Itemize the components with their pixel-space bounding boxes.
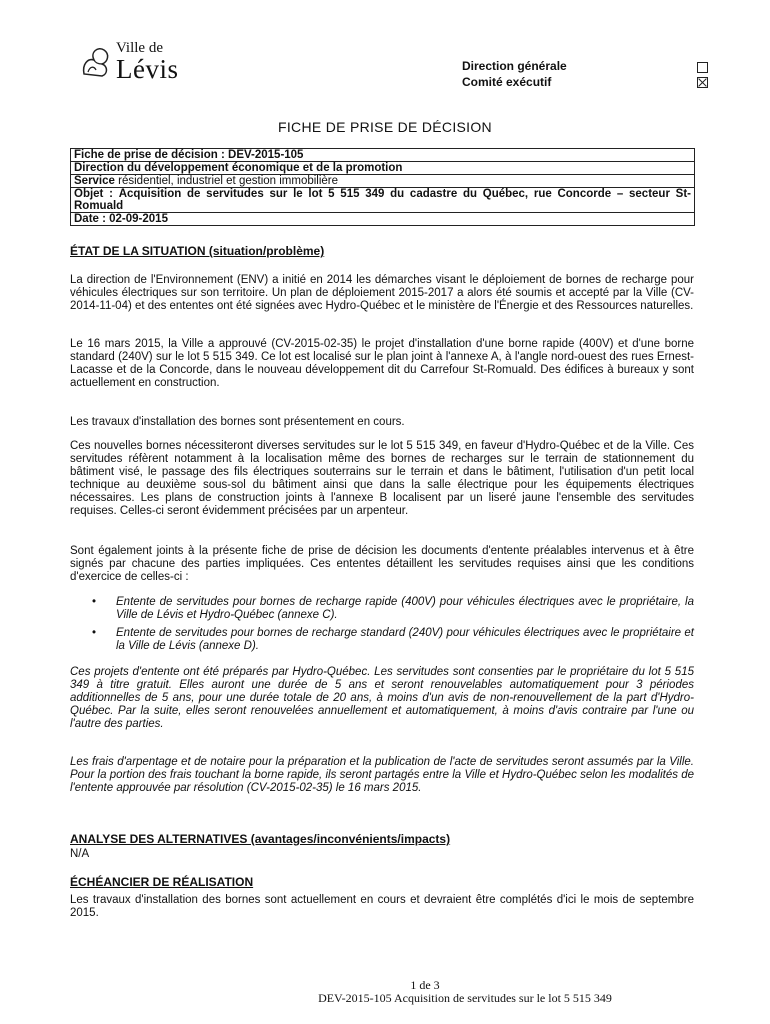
etat-paragraph-3: Les travaux d'installation des bornes sont présentement en cours. <box>70 416 405 428</box>
etat-paragraph-4: Ces nouvelles bornes nécessiteront diverses servitudes sur le lot 5 515 349, en faveur d'Hydro-Québec et de la Ville. Ces servitudes réfèrent notamment à la localisation même des bornes de recharges sur le terrain de stationnement du bâtiment visé, le passage des fils électriques souterrains sur le terrain et dans le bâtiment, l'utilisation d'un petit local technique au deuxième sous-sol du bâtiment ainsi que dans la salle électrique pour les équipements électriques nécessaires. Les plans de construction joints à l'annexe B localisent par un liseré jaune l'ensemble des servitudes requises. Celles-ci seront évidemment précisées par un arpenteur. <box>70 440 694 517</box>
analyse-text: N/A <box>70 848 90 860</box>
list-item: • Entente de servitudes pour bornes de recharge standard (240V) pour véhicules électriques avec le propriétaire et la Ville de Lévis (annexe D). <box>92 627 694 653</box>
etat-paragraph-5: Sont également joints à la présente fiche de prise de décision les documents d'entente préalables intervenus et à être signés par chacune des parties impliquées. Ces ententes détaillent les servitudes requises ainsi que les conditions d'exercice de celles-ci : <box>70 545 694 583</box>
date-row: Date : 02-09-2015 <box>74 213 168 225</box>
etat-paragraph-2: Le 16 mars 2015, la Ville a approuvé (CV-2015-02-35) le projet d'installation d'une borne rapide (400V) et d'une borne standard (240V) sur le lot 5 515 349. Ce lot est localisé sur le plan joint à l'annexe A, à l'angle nord-ouest des rues Ernest-Lacasse et de la Concorde, dans le nouveau développement dit du Carrefour St-Romuald. Des édifices à bureaux y sont actuellement en construction. <box>70 338 694 389</box>
fiche-number-row: Fiche de prise de décision : DEV-2015-105 <box>71 149 694 162</box>
entente-list <box>92 596 694 658</box>
echeancier-heading: ÉCHÉANCIER DE RÉALISATION <box>70 875 254 889</box>
header-recipients <box>462 58 567 90</box>
direction-row: Direction du développement économique et de la promotion <box>71 162 694 175</box>
analyse-alternatives-heading: ANALYSE DES ALTERNATIVES (avantages/inconvénients/impacts) <box>70 832 451 846</box>
list-item: • Entente de servitudes pour bornes de recharge rapide (400V) pour véhicules électriques avec le propriétaire, la Ville de Lévis et Hydro-Québec (annexe C). <box>92 596 694 622</box>
decision-info-box <box>70 148 695 226</box>
service-value: résidentiel, industriel et gestion immobilière <box>118 175 339 187</box>
echeancier-text: Les travaux d'installation des bornes sont actuellement en cours et devraient être complétés d'ici le mois de septembre 2015. <box>70 894 694 919</box>
objet-value: Acquisition de servitudes sur le lot 5 515 349 du cadastre du Québec, rue Concorde – secteur St-Romuald <box>74 188 691 212</box>
etat-paragraph-6: Ces projets d'entente ont été préparés par Hydro-Québec. Les servitudes sont consenties par le propriétaire du lot 5 515 349 à titre gratuit. Elles auront une durée de 5 ans et seront renouvelables automatiquement pour 3 périodes additionnelles de 5 ans, pour une durée totale de 20 ans, à moins d'un avis de non-renouvellement de la part d'Hydro-Québec. Par la suite, elles seront renouvelées annuellement et automatiquement, à moins d'avis contraire par l'une ou l'autre des parties. <box>70 666 694 730</box>
header-comite-executif: Comité exécutif <box>462 75 552 89</box>
footer-reference: DEV-2015-105 Acquisition de servitudes sur le lot 5 515 349 <box>318 991 612 1005</box>
page-number: 1 de 3 <box>410 978 440 992</box>
header-direction-generale: Direction générale <box>462 59 567 73</box>
etat-paragraph-7: Les frais d'arpentage et de notaire pour la préparation et la publication de l'acte de servitudes seront assumés par la Ville. Pour la portion des frais touchant la borne rapide, ils seront partagés entre la Ville et Hydro-Québec selon les modalités de l'entente approuvée par résolution (CV-2015-02-35) le 16 mars 2015. <box>70 756 694 794</box>
city-logo <box>80 40 220 84</box>
logo-levis-text: Lévis <box>116 54 179 84</box>
etat-situation-heading: ÉTAT DE LA SITUATION (situation/problème) <box>70 244 325 258</box>
logo-ville-text: Ville de <box>116 40 163 56</box>
objet-label: Objet : <box>74 188 113 200</box>
levis-emblem-icon <box>80 44 112 78</box>
service-row <box>71 175 694 188</box>
etat-paragraph-1: La direction de l'Environnement (ENV) a initié en 2014 les démarches visant le déploiement de bornes de recharge pour véhicules électriques sur son territoire. Un plan de déploiement 2015-2017 a alors été soumis et accepté par la Ville (CV-2014-11-04) et des ententes ont été signées avec Hydro-Québec et le ministère de l'Énergie et des Ressources naturelles. <box>70 274 694 312</box>
objet-row <box>71 188 694 213</box>
service-label: Service <box>74 175 115 187</box>
comite-executif-checkbox[interactable] <box>697 77 708 88</box>
document-title: FICHE DE PRISE DE DÉCISION <box>278 119 492 135</box>
direction-generale-checkbox[interactable] <box>697 62 708 73</box>
